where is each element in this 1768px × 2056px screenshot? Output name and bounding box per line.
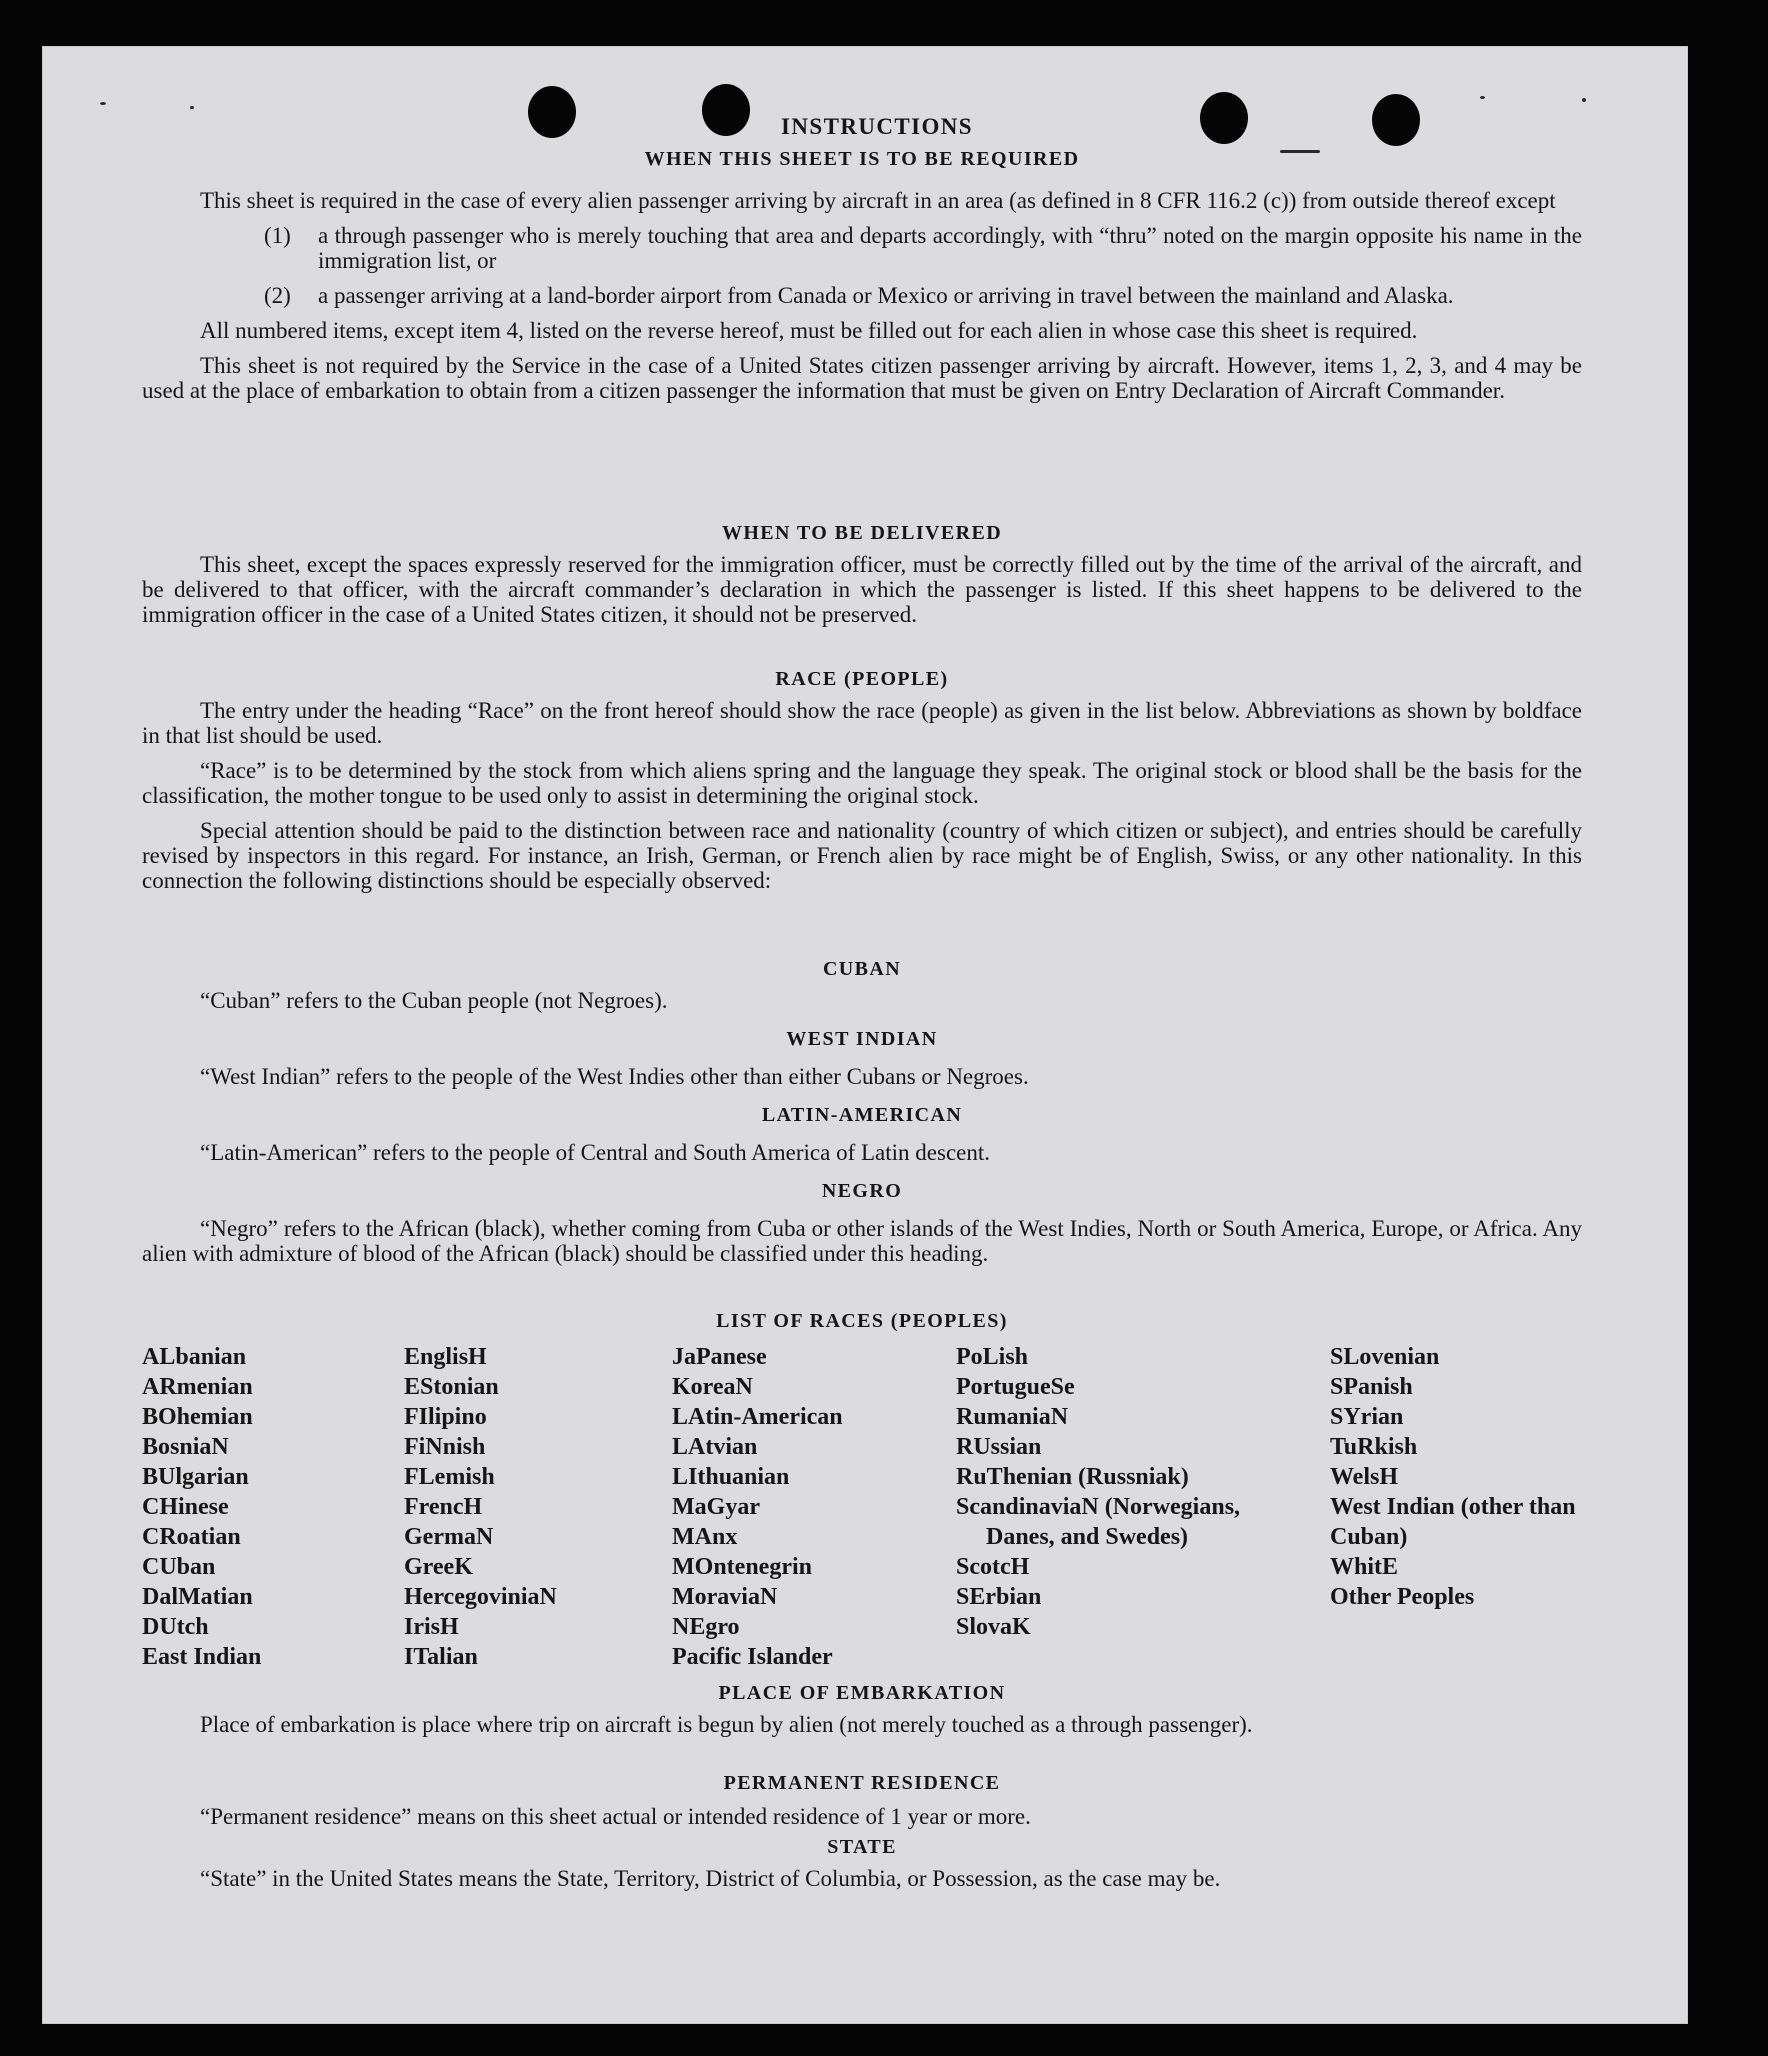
state-section: [142, 1834, 1582, 1891]
race-section: [142, 666, 1582, 893]
race-entry: RuThenian (Russniak): [956, 1464, 1189, 1490]
speck: [190, 106, 194, 109]
races-column-3: [672, 1342, 942, 1672]
numbered-items-paragraph: All numbered items, except item 4, listed on the reverse hereof, must be filled out for each alien in whose case this sheet is required.: [200, 318, 1418, 343]
race-entry: CUban: [142, 1554, 216, 1580]
race-entry: RumaniaN: [956, 1404, 1069, 1430]
residence-heading: PERMANENT RESIDENCE: [723, 1772, 1001, 1794]
race-entry: Other Peoples: [1330, 1584, 1475, 1610]
exception-text: a through passenger who is merely touching that area and departs accordingly, with “thru” noted on the margin opposite his name in the immigration list, or: [318, 223, 1582, 273]
races-list-heading-block: [142, 1308, 1582, 1334]
embarkation-section: [142, 1680, 1582, 1737]
negro-text: “Negro” refers to the African (black), whether coming from Cuba or other islands of the West Indies, North or South America, Europe, or Africa. Any alien with admixture of blood of the African (black) should be classified under this heading.: [142, 1216, 1582, 1266]
when-delivered-section: [142, 520, 1582, 627]
race-entry: LAtin-American: [672, 1404, 843, 1430]
race-entry: EStonian: [404, 1374, 499, 1400]
race-entry: KoreaN: [672, 1374, 753, 1400]
race-entry: ITalian: [404, 1644, 478, 1670]
exception-item: [142, 283, 1582, 308]
race-entry: IrisH: [404, 1614, 459, 1640]
race-entry: RUssian: [956, 1434, 1042, 1460]
race-entry: FLemish: [404, 1464, 495, 1490]
race-entry: MoraviaN: [672, 1584, 778, 1610]
race-entry: ARmenian: [142, 1374, 253, 1400]
race-entry: GermaN: [404, 1524, 494, 1550]
race-entry: SErbian: [956, 1584, 1042, 1610]
race-paragraph-3: Special attention should be paid to the distinction between race and nationality (country of which citizen or subject), and entries should be carefully revised by inspectors in this regard. For instance, an Irish, German, or French alien by race might be of English, Swiss, or any other nationality. In this connection the following distinctions should be especially observed:: [142, 818, 1582, 893]
race-entry: SPanish: [1330, 1374, 1413, 1400]
race-entry: PoLish: [956, 1344, 1029, 1370]
race-entry: WhitE: [1330, 1554, 1399, 1580]
race-entry: WelsH: [1330, 1464, 1399, 1490]
residence-section: [142, 1770, 1582, 1830]
embarkation-text: Place of embarkation is place where trip on aircraft is begun by alien (not merely touched as a through passenger).: [200, 1712, 1253, 1737]
not-required-paragraph: This sheet is not required by the Service in the case of a United States citizen passenger arriving by aircraft. However, items 1, 2, 3, and 4 may be used at the place of embarkation to obtain from a citizen passenger the information that must be given on Entry Declaration of Aircraft Commander.: [142, 353, 1582, 403]
race-entry: SYrian: [1330, 1404, 1404, 1430]
exception-number: (1): [264, 223, 291, 248]
race-entry: East Indian: [142, 1644, 262, 1670]
race-entry: SLovenian: [1330, 1344, 1440, 1370]
race-entry: BUlgarian: [142, 1464, 249, 1490]
race-entry: CHinese: [142, 1494, 229, 1520]
race-entry: JaPanese: [672, 1344, 767, 1370]
cuban-heading: CUBAN: [822, 958, 902, 980]
race-entry: EnglisH: [404, 1344, 487, 1370]
race-paragraph-2: “Race” is to be determined by the stock from which aliens spring and the language they speak. The original stock or blood shall be the basis for the classification, the mother tongue to be used only to assist in determining the original stock.: [142, 758, 1582, 808]
west-indian-heading: WEST INDIAN: [786, 1028, 938, 1050]
distinctions-section: [142, 956, 1582, 1266]
race-entry: DalMatian: [142, 1584, 253, 1610]
race-paragraph-1: The entry under the heading “Race” on the front hereof should show the race (people) as given in the list below. Abbreviations as shown by boldface in that list should be used.: [142, 698, 1582, 748]
exception-item: [142, 223, 1582, 273]
race-entry: LIthuanian: [672, 1464, 790, 1490]
race-entry: GreeK: [404, 1554, 473, 1580]
race-entry: NEgro: [672, 1614, 740, 1640]
races-column-4: [956, 1342, 1256, 1642]
race-entry: ALbanian: [142, 1344, 247, 1370]
race-entry: MOntenegrin: [672, 1554, 812, 1580]
race-entry: FrencH: [404, 1494, 483, 1520]
speck: [1480, 96, 1485, 99]
race-entry: HercegoviniaN: [404, 1584, 557, 1610]
race-entry: FIlipino: [404, 1404, 487, 1430]
race-entry: MaGyar: [672, 1494, 760, 1520]
when-required-heading: WHEN THIS SHEET IS TO BE REQUIRED: [644, 148, 1080, 170]
race-entry: ScotcH: [956, 1554, 1030, 1580]
latin-american-text: “Latin-American” refers to the people of Central and South America of Latin descent.: [200, 1140, 990, 1165]
race-entry: TuRkish: [1330, 1434, 1418, 1460]
race-entry: ScandinaviaN (Norwegians, Danes, and Swedes): [956, 1494, 1241, 1550]
race-entry: FiNnish: [404, 1434, 486, 1460]
negro-heading: NEGRO: [821, 1180, 903, 1202]
race-entry: CRoatian: [142, 1524, 241, 1550]
race-heading: RACE (PEOPLE): [775, 668, 949, 690]
exception-text: a passenger arriving at a land-border airport from Canada or Mexico or arriving in travel between the mainland and Alaska.: [318, 283, 1454, 308]
race-entry: West Indian (other than Cuban): [1330, 1494, 1576, 1550]
speck: [1582, 98, 1586, 102]
instructions-header: [142, 114, 1582, 172]
when-delivered-paragraph: This sheet, except the spaces expressly reserved for the immigration officer, must be correctly filled out by the time of the arrival of the aircraft, and be delivered to that officer, with the aircraft commander’s declaration in which the passenger is listed. If this sheet happens to be delivered to the immigration officer in the case of a United States citizen, it should not be preserved.: [142, 552, 1582, 627]
state-text: “State” in the United States means the State, Territory, District of Columbia, or Possession, as the case may be.: [200, 1866, 1221, 1891]
race-entry: BOhemian: [142, 1404, 253, 1430]
instructions-title: INSTRUCTIONS: [781, 114, 973, 139]
race-entry: DUtch: [142, 1614, 209, 1640]
when-required-section: [142, 188, 1582, 403]
exception-number: (2): [264, 283, 291, 308]
west-indian-text: “West Indian” refers to the people of the West Indies other than either Cubans or Negroes.: [200, 1064, 1029, 1089]
race-entry: BosniaN: [142, 1434, 229, 1460]
race-entry: MAnx: [672, 1524, 738, 1550]
races-column-2: [404, 1342, 664, 1672]
state-heading: STATE: [827, 1836, 897, 1858]
race-entry: SlovaK: [956, 1614, 1031, 1640]
speck: [100, 102, 106, 105]
residence-text: “Permanent residence” means on this sheet actual or intended residence of 1 year or more.: [200, 1804, 1031, 1829]
document-page: [42, 46, 1688, 2024]
cuban-text: “Cuban” refers to the Cuban people (not Negroes).: [200, 988, 668, 1013]
embarkation-heading: PLACE OF EMBARKATION: [718, 1682, 1006, 1704]
latin-american-heading: LATIN-AMERICAN: [761, 1104, 963, 1126]
races-column-5: [1330, 1342, 1582, 1612]
race-entry: LAtvian: [672, 1434, 758, 1460]
races-list: [142, 1342, 1582, 1670]
race-entry: PortugueSe: [956, 1374, 1075, 1400]
required-intro: This sheet is required in the case of every alien passenger arriving by aircraft in an area (as defined in 8 CFR 116.2 (c)) from outside thereof except: [200, 188, 1556, 213]
races-column-1: [142, 1342, 392, 1672]
list-of-races-heading: LIST OF RACES (PEOPLES): [716, 1310, 1008, 1332]
race-entry: Pacific Islander: [672, 1644, 833, 1670]
when-delivered-heading: WHEN TO BE DELIVERED: [721, 522, 1003, 544]
